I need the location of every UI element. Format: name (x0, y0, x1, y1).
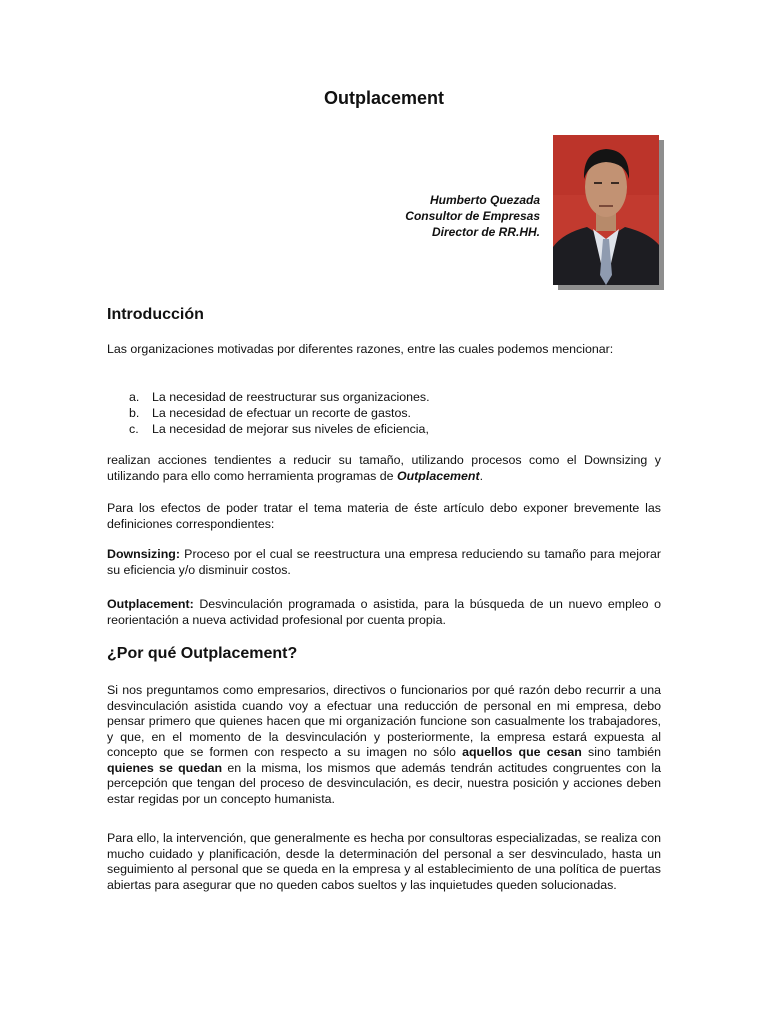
author-role-1: Consultor de Empresas (405, 209, 540, 223)
intro-paragraph-1: Las organizaciones motivadas por diferentes razones, entre las cuales podemos mencionar: (107, 342, 614, 356)
heading-introduccion: Introducción (107, 306, 204, 323)
why-paragraph-1 (107, 683, 661, 807)
intro-paragraph-3: Para los efectos de poder tratar el tema materia de éste artículo debo exponer brevemente las definiciones correspondientes: (107, 501, 661, 531)
definition-downsizing (107, 547, 661, 578)
reasons-list (107, 389, 430, 437)
definition-outplacement (107, 597, 661, 628)
emphasis-outplacement: Outplacement (396, 468, 480, 483)
list-item (107, 389, 430, 405)
list-marker: b. (129, 406, 140, 420)
intro-paragraph-2 (107, 453, 661, 484)
list-item-text: La necesidad de reestructurar sus organizaciones. (152, 390, 430, 404)
document-title: Outplacement (323, 88, 445, 108)
text-run: . (479, 468, 484, 483)
text-run: Si nos preguntamos como empresarios, directivos o funcionarios por qué razón debo recurrir a una desvinculación asistida cuando voy a efectuar una reducción de personal en mi empresa, debo pensar primero que quienes hacen que mi organización funcione son casualmente los trabajadores, y que, en el momento de la desvinculación y posteriormente, la empresa estará expuesta al concepto que se formen con respecto a su imagen no sólo (107, 683, 661, 759)
why-paragraph-2: Para ello, la intervención, que generalmente es hecha por consultoras especializadas, se realiza con mucho cuidado y planificación, desde la determinación del personal a ser desvinculado, hasta un seguimiento al personal que se queda en la empresa y al establecimiento de una política de puertas abiertas para asegurar que no queden cabos sueltos y las inquietudes queden solucionadas. (107, 831, 661, 892)
author-role-2: Director de RR.HH. (431, 225, 540, 239)
text-run: sino también (581, 745, 662, 759)
list-marker: c. (129, 422, 139, 436)
list-item-text: La necesidad de mejorar sus niveles de eficiencia, (152, 422, 429, 436)
list-item (107, 421, 430, 437)
list-item (107, 405, 430, 421)
list-item-text: La necesidad de efectuar un recorte de gastos. (152, 406, 411, 420)
definition-text: Proceso por el cual se reestructura una empresa reduciendo su tamaño para mejorar su eficiencia y/o disminuir costos. (107, 547, 661, 577)
text-run: realizan acciones tendientes a reducir su tamaño, utilizando procesos como el Downsizing y utilizando para ello como herramienta programas de (107, 453, 661, 483)
author-name: Humberto Quezada (429, 193, 540, 207)
author-photo (553, 135, 659, 285)
author-block (405, 192, 540, 240)
emphasis-aquellos: aquellos que cesan (462, 745, 582, 759)
text-run: en la misma, los mismos que además tendrán actitudes congruentes con la percepción que tengan del proceso de desvinculación, es decir, nuestra posición y acciones deben estar regidas por un concepto humanista. (107, 760, 662, 806)
definition-text: Desvinculación programada o asistida, para la búsqueda de un nuevo empleo o reorientación a nueva actividad profesional por cuenta propia. (107, 597, 661, 627)
definition-term: Downsizing: (107, 547, 180, 561)
emphasis-quienes: quienes se quedan (107, 760, 223, 775)
definition-term: Outplacement: (107, 597, 194, 611)
list-marker: a. (129, 390, 140, 404)
heading-por-que: ¿Por qué Outplacement? (107, 645, 298, 662)
